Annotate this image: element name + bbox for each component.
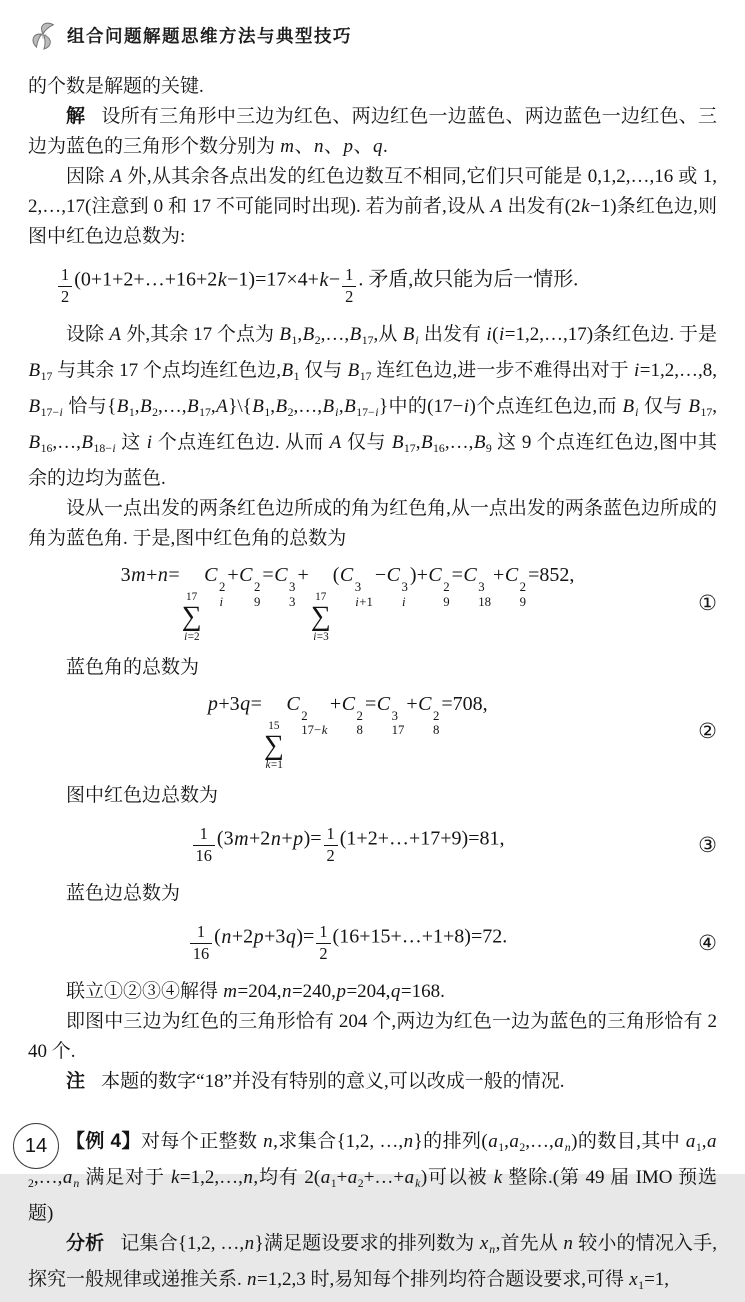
paragraph-text: 联立①②③④解得 m=204,n=240,p=204,q=168. [66, 981, 445, 1003]
paragraph [28, 1229, 717, 1301]
paragraph-text: 本题的数字“18”并没有特别的意义,可以改成一般的情况. [101, 1071, 565, 1093]
paragraph [28, 653, 717, 683]
page-number: 14 [24, 1134, 48, 1157]
equation-formula: p+3q= 15 ∑ k=1 C 2 17−k +C 2 8 =C 3 17 +C 2 8 =708, [207, 692, 488, 772]
paragraph [28, 162, 717, 252]
paragraph [28, 102, 717, 162]
display-equation [28, 918, 717, 968]
paragraph-text: 设除 A 外,其余 17 个点为 $B_1,B_2,\dots,B_{17}$,从 $B_i$ 出发有 i(i=1,2,…,17)条红色边. 于是 $B_{17}$ 与其余 17 个点均连红色边$,B_1$ 仅与 $B_{17}$ 连红色边,进一步不难得出对于 $i=1,2,\dots,8,B_{17-i}$ 恰与$\{B_1,B_2,\dots,B_{17},A\}\backslash\{B_1,B_2,\dots,B_i,B_{17-i}\}$中的(17−i)个点连红色边,而 $B_i$ 仅与 $B_{17},B_{16},\dots,B_{18-i}$ 这 i 个点连红色边. 从而 A 仅与 $B_{17},B_{16},\dots,B_9$ 这 9 个点连红色边,图中其余的边均为蓝色. [28, 324, 717, 490]
page-header [28, 20, 717, 50]
display-equation [28, 563, 717, 643]
paragraph-lead: 【例 4】 [66, 1131, 141, 1153]
publisher-pinwheel-logo-icon [28, 20, 58, 50]
equation-formula: $\frac{1}{16}$ (3m+2n+p)= $\frac{1}{2}$ (1+2+…+17+9)=81, [28, 824, 667, 866]
page-number-badge [13, 1123, 59, 1169]
equation-formula: 3m+n= 17 ∑ i=2 C 2 i +C 2 9 =C 3 3 + 17 ∑ i=3 (C 3 i+1 −C 3 i )+C 2 9 =C 3 18 +C 2 9 =852, [120, 564, 575, 643]
paragraph-text: 蓝色角的总数为 [66, 656, 200, 678]
paragraph-text: 的个数是解题的关键. [28, 76, 204, 97]
equation-number: ② [698, 719, 717, 744]
paragraph [28, 781, 717, 811]
paragraph-text: 图中红色边总数为 [66, 785, 219, 807]
paragraph-text: 因除 A 外,从其余各点出发的红色边数互不相同,它们只可能是 0,1,2,…,16 或 1,2,…,17(注意到 0 和 17 不可能同时出现). 若为前者,设从 A 出发有(2k−1)条红色边,则图中红色边总数为: [28, 166, 718, 247]
display-equation [28, 261, 717, 311]
paragraph [28, 977, 717, 1007]
running-head-title: 组合问题解题思维方法与典型技巧 [67, 25, 352, 46]
equation-formula: $\frac{1}{16}$ (n+2p+3q)= $\frac{1}{2}$ (16+15+…+1+8)=72. [28, 922, 667, 964]
paragraph [28, 1127, 717, 1229]
paragraph-text: 设所有三角形中三边为红色、两边红色一边蓝色、两边蓝色一边红色、三边为蓝色的三角形个数分别为 m、n、p、q. [28, 106, 717, 157]
paragraph-lead: 分析 [66, 1233, 105, 1255]
paragraph [28, 879, 717, 909]
paragraph-text: 记集合{1,2, …,n}满足题设要求的排列数为 $x_n$,首先从 n 较小的情况入手,探究一般规律或递推关系. n=1,2,3 时,易知每个排列均符合题设要求,可得 $x_1=1$, [28, 1233, 717, 1293]
equation-number: ④ [698, 930, 717, 955]
paragraph [28, 1007, 717, 1067]
paragraph-text: 蓝色边总数为 [66, 883, 181, 905]
equation-number: ③ [698, 832, 717, 857]
equation-number: ① [698, 591, 717, 616]
display-equation [28, 692, 717, 772]
paragraph-text: 设从一点出发的两条红色边所成的角为红色角,从一点出发的两条蓝色边所成的角为蓝色角. 于是,图中红色角的总数为 [28, 498, 717, 550]
paragraph-text: 对每个正整数 n,求集合{1,2, …,n}的排列$(a_1,a_2,\dots,a_n)$的数目,其中 $a_1,a_2,\dots,a_n$ 满足对于 k=1,2,…,n,均有 $2(a_1+a_2+\dots+a_k)$可以被 k 整除.(第 49 届 IMO 预选题) [28, 1131, 717, 1225]
page-body [28, 72, 717, 1302]
equation-formula: $\frac{1}{2}$ (0+1+2+…+16+2k−1)=17×4+k− $\frac{1}{2}$ . 矛盾,故只能为后一情形. [28, 265, 717, 307]
paragraph-lead: 注 [66, 1071, 86, 1093]
paragraph-lead: 解 [66, 106, 86, 127]
paragraph [28, 494, 717, 554]
paragraph-text: 即图中三边为红色的三角形恰有 204 个,两边为红色一边为蓝色的三角形恰有 240 个. [28, 1011, 717, 1063]
paragraph [28, 320, 717, 494]
paragraph [28, 72, 717, 102]
display-equation [28, 820, 717, 870]
paragraph [28, 1067, 717, 1097]
